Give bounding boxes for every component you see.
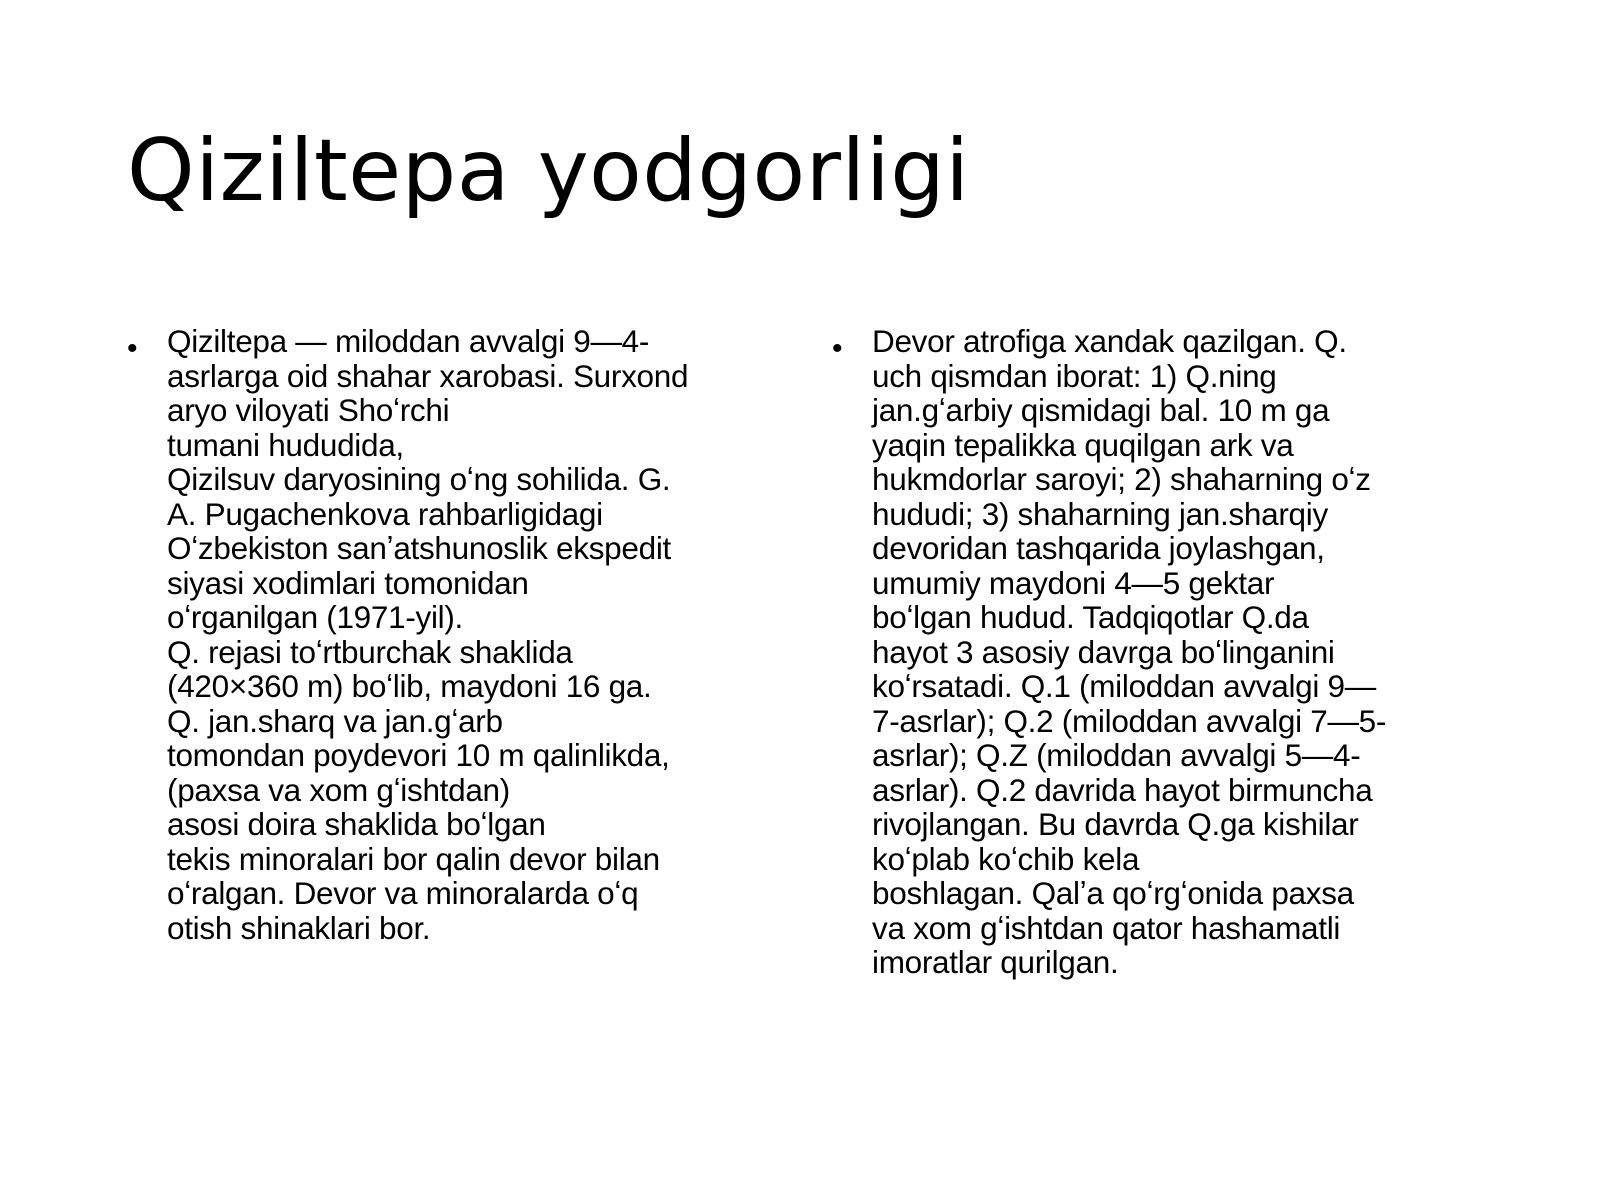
text-line: asrlar); Q.Z (miloddan avvalgi 5—4- [872,737,1361,773]
left-paragraph [167,324,787,945]
text-line: imoratlar qurilgan. [872,944,1119,980]
text-line: uch qismdan iborat: 1) Q.ning [872,357,1277,394]
text-line: tumani hududida, [167,426,404,463]
text-line: umumiy maydoni 4—5 gektar [872,564,1275,601]
text-line: aryo viloyati Shoʻrchi [167,392,450,428]
text-line: Devor atrofiga xandak qazilgan. Q. [872,323,1347,359]
text-line: Oʻzbekiston sanʼatshunoslik ekspedit [167,530,671,566]
text-line: oʻrganilgan (1971-yil). [167,599,464,635]
text-line: boshlagan. Qalʼa qoʻrgʻonida paxsa [872,875,1354,911]
text-line: hukmdorlar saroyi; 2) shaharning oʻz [872,461,1371,497]
text-line: hayot 3 asosiy davrga boʻlinganini [872,633,1335,670]
text-line: koʻrsatadi. Q.1 (miloddan avvalgi 9— [872,668,1376,704]
text-line: devoridan tashqarida joylashgan, [872,530,1325,566]
text-line: (420×360 m) boʻlib, maydoni 16 ga. [167,668,652,704]
text-line: tomondan poydevori 10 m qalinlikda, [167,737,670,773]
text-line: rivojlangan. Bu davrda Q.ga kishilar [872,806,1359,842]
text-line: asrlarga oid shahar xarobasi. Surxond [167,357,689,394]
bullet-icon: • [832,332,843,365]
bullet-icon: • [127,332,138,365]
text-line: tekis minoralari bor qalin devor bilan [167,840,660,877]
text-line: Q. jan.sharq va jan.gʻarb [167,702,503,739]
right-paragraph [872,324,1512,980]
text-line: va xom gʻishtdan qator hashamatli [872,909,1341,946]
text-line: A. Pugachenkova rahbarligidagi [167,495,603,532]
slide-title: Qiziltepa yodgorligi [127,121,970,221]
text-line: boʻlgan hudud. Tadqiqotlar Q.da [872,599,1309,635]
text-line: asosi doira shaklida boʻlgan [167,806,546,842]
text-line: (paxsa va xom gʻishtdan) [167,771,510,808]
text-line: Qizilsuv daryosining oʻng sohilida. G. [167,461,671,497]
text-line: yaqin tepalikka quqilgan ark va [872,426,1294,463]
text-line: Q. rejasi toʻrtburchak shaklida [167,633,573,670]
text-line: koʻplab koʻchib kela [872,840,1140,877]
left-column [127,324,787,945]
text-line: oʻralgan. Devor va minoralarda oʻq [167,875,639,911]
text-line: jan.gʻarbiy qismidagi bal. 10 m ga [872,392,1330,428]
text-line: 7-asrlar); Q.2 (miloddan avvalgi 7—5- [872,702,1387,739]
text-line: asrlar). Q.2 davrida hayot birmuncha [872,771,1373,808]
text-line: hududi; 3) shaharning jan.sharqiy [872,495,1328,532]
text-line: otish shinaklari bor. [167,909,431,946]
right-column [832,324,1512,980]
text-line: Qiziltepa — miloddan avvalgi 9—4- [167,323,650,359]
text-line: siyasi xodimlari tomonidan [167,564,529,601]
